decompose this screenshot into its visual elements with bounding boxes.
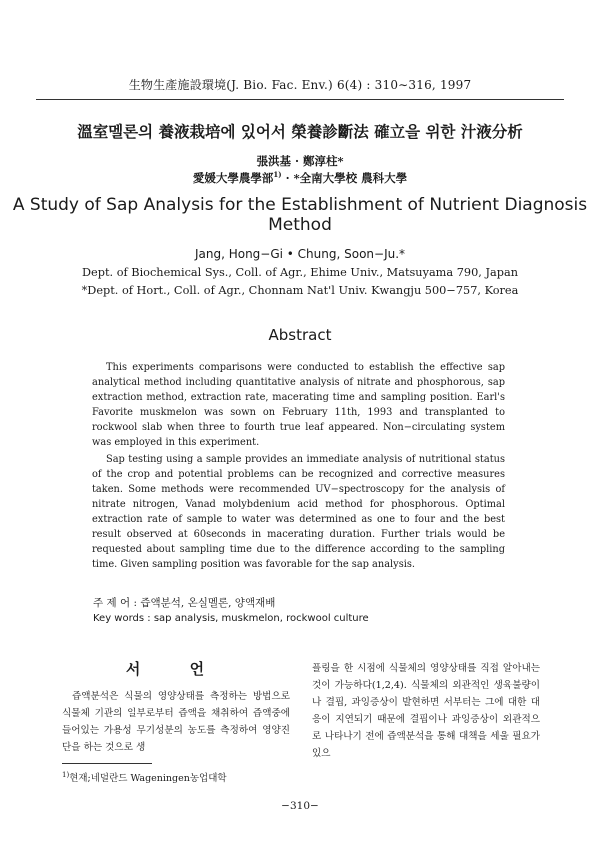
abstract-paragraph-2: Sap testing using a sample provides an immediate analysis of nutritional status of the crop and potential problems can be recognized and corrective measures taken. Some methods were recommended UV−spectroscopy for the analysis of nitrate nitrogen, Vanad molybdenium acid method for phosphorous. Optimal extraction rate of sample to water was determined as one to four and the best result observed at 60seconds in macerating duration. Further trials would be requested about sampling time due to the difference according to the sampling time. Given sampling position was favorable for the sap analysis.	[92, 454, 505, 570]
page-number: −310−	[281, 800, 319, 812]
english-affiliation-1: Dept. of Biochemical Sys., Coll. of Agr., Ehime Univ., Matsuyama 790, Japan	[82, 266, 518, 279]
intro-left-text: 즙액분석은 식물의 영양상태를 측정하는 방법으로 식물체 기관의 일부로부터 즙액을 채취하여 즙액중에 들어있는 가용성 무기성분의 농도를 측정하여 영양진단을 하는 것으로 생	[62, 691, 290, 753]
intro-column-right	[312, 660, 540, 762]
keywords	[93, 596, 369, 626]
intro-right-text: 플링을 한 시점에 식물체의 영양상태를 직접 알아내는 것이 가능하다(1,2,4). 식물체의 외관적인 생육불량이나 결핍, 과잉증상이 발현하면 서부터는 그에 대한 대응이 지연되기 때문에 결핍이나 과잉증상이 외관적으로 나타나기 전에 즙액분석을 통해 대책을 세울 필요가 있으	[312, 663, 540, 759]
korean-affiliation-sup: 1)	[273, 170, 282, 180]
english-authors: Jang, Hong−Gi • Chung, Soon−Ju.*	[194, 247, 406, 261]
abstract-paragraph-1: This experiments comparisons were conducted to establish the effective sap analytical method including quantitative analysis of nitrate and phosphorous, sap extraction method, extraction rate, macerating time and sampling position. Earl's Favorite muskmelon was sown on February 11th, 1993 and transplanted to rockwool slab when three to fourth true leaf appeared. Non−circulating system was employed in this experiment.	[92, 362, 505, 448]
footnote-text: 현재;네덜란드 Wageningen농업대학	[69, 773, 227, 784]
footnote	[62, 770, 227, 784]
korean-affiliation-second: *全南大學校 農科大學	[293, 171, 408, 185]
korean-authors: 張洪基 · 鄭淳柱*	[256, 154, 344, 168]
korean-affiliation	[0, 170, 600, 186]
korean-title: 溫室멜론의 養液栽培에 있어서 榮養診斷法 確立을 위한 汁液分析	[77, 123, 523, 141]
english-affiliation-2: *Dept. of Hort., Coll. of Agr., Chonnam Nat'l Univ. Kwangju 500−757, Korea	[81, 284, 519, 297]
korean-affiliation-main: 愛媛大學農學部	[192, 171, 274, 185]
english-title: A Study of Sap Analysis for the Establishment of Nutrient Diagnosis Method	[12, 195, 588, 235]
section-heading-introduction: 서 언	[125, 660, 227, 678]
keywords-english: Key words : sap analysis, muskmelon, rockwool culture	[93, 613, 369, 624]
header-rule	[36, 99, 564, 100]
journal-header: 生物生產施設環境(J. Bio. Fac. Env.) 6(4) : 310∼316, 1997	[128, 78, 472, 92]
abstract-heading: Abstract	[268, 326, 332, 344]
footnote-rule	[62, 763, 152, 764]
keywords-korean: 주 제 어 : 즙액분석, 온실멜론, 양액재배	[93, 597, 276, 609]
abstract-body	[92, 360, 505, 574]
footnote-marker: 1)	[62, 770, 70, 779]
intro-column-left	[62, 688, 290, 756]
korean-affiliation-separator: ·	[281, 171, 294, 185]
